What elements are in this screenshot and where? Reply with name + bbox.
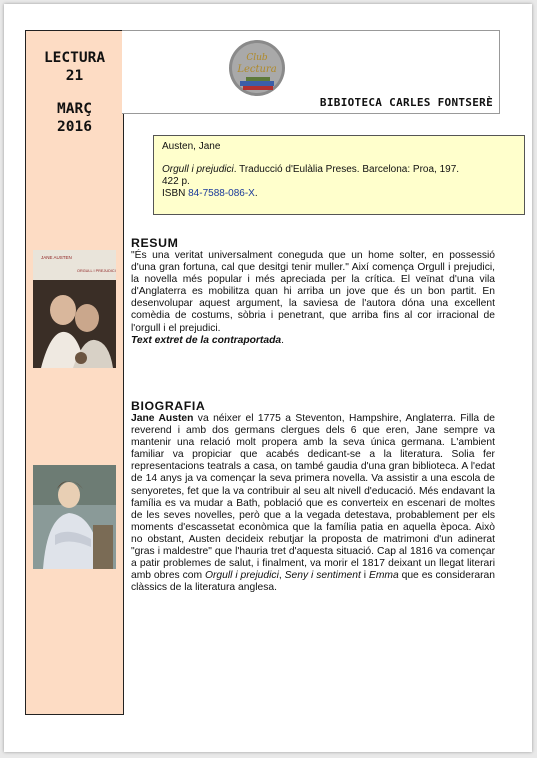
session-date: MARÇ 2016: [57, 101, 92, 135]
work-title: Orgull i prejudici: [204, 570, 279, 582]
isbn-link[interactable]: 84-7588-086-X: [188, 188, 255, 199]
reference-title: Orgull i prejudici: [162, 164, 234, 175]
cover-title: ORGULL I PREJUDICI: [77, 269, 116, 273]
work-title: Emma: [368, 570, 399, 582]
summary-text: "És una veritat universalment coneguda que un home solter, en possessió d'una gran fortuna, cal que desitgi tenir muller." Així comença Orgull i prejudici, la novella més popular i més apreciada per la crítica. El veïnat d'una vila d'Anglaterra es mobilitza quan hi arriba un jove que és un bon partit. En desenvolupar aquest argument, la saviesa de l'autora dóna una excellent comèdia de costums, sòbria i penetrant, que arriba fins al cor irracional de l'orgull i el prejudici.: [131, 250, 495, 334]
logo-text: Club: [246, 53, 268, 63]
author-name: Jane Austen: [131, 413, 194, 424]
library-header: [122, 30, 500, 114]
reference-isbn: ISBN 84-7588-086-X.: [162, 188, 258, 199]
reference-author: Austen, Jane: [162, 141, 221, 152]
biography-text: Jane Austen va néixer el 1775 a Steventon, Hampshire, Anglaterra. Filla de reverend i amb dos germans clergues dels 6 que eren, Jane sempre va mantenir una relació molt propera amb la seva única germana. L'ambient familiar va propiciar que acabés dedicant-se a la literatura. Solia fer representacions teatrals a casa, on també gaudia d'una gran biblioteca. A l'edat de 14 anys ja va començar la seva primera novella. Va assistir a una escola de senyoretes, fet que la va contribuir al seu alt nivell d'educació. Més endavant la família es va mudar a Bath, població que es converteix en escenari de moltes de les seves novelles, però que a la vegada detestava, probablement per els moments d'escassetat econòmica que la família patia en aquella època. Això no obstant, Austen decideix rebutjar la proposta de matrimoni d'un adinerat "gras i maldestre" que l'hauria tret d'aquesta situació. Cap al 1816 va començar a patir problemes de salut, i finalment, va morir el 1817 deixant un llegat literari amb obres com Orgull i prejudici, Seny i sentiment i Emma que es consideraran clàssics de la literatura anglesa.: [131, 413, 495, 594]
work-title: Seny i sentiment: [284, 570, 361, 582]
summary-section: [131, 236, 495, 347]
book-cover-image: [33, 250, 116, 368]
svg-text:Lectura: Lectura: [237, 64, 277, 75]
summary-heading: RESUM: [131, 236, 179, 250]
library-name: BIBIOTECA CARLES FONTSERÈ: [319, 96, 493, 109]
biography-section: [131, 399, 495, 594]
sidebar-date-panel: [25, 30, 124, 715]
reference-details: Orgull i prejudici. Traducció d'Eulàlia Preses. Barcelona: Proa, 197.: [162, 164, 460, 175]
bibliographic-reference: [153, 135, 525, 215]
session-label: LECTURA 21: [43, 50, 106, 84]
biography-heading: BIOGRAFIA: [131, 399, 206, 413]
summary-source: Text extret de la contraportada.: [131, 334, 284, 346]
reference-pages: 422 p.: [162, 176, 190, 187]
club-lectura-logo: [228, 39, 286, 97]
author-portrait-image: [33, 465, 116, 569]
cover-author: JANE AUSTEN: [41, 255, 72, 260]
